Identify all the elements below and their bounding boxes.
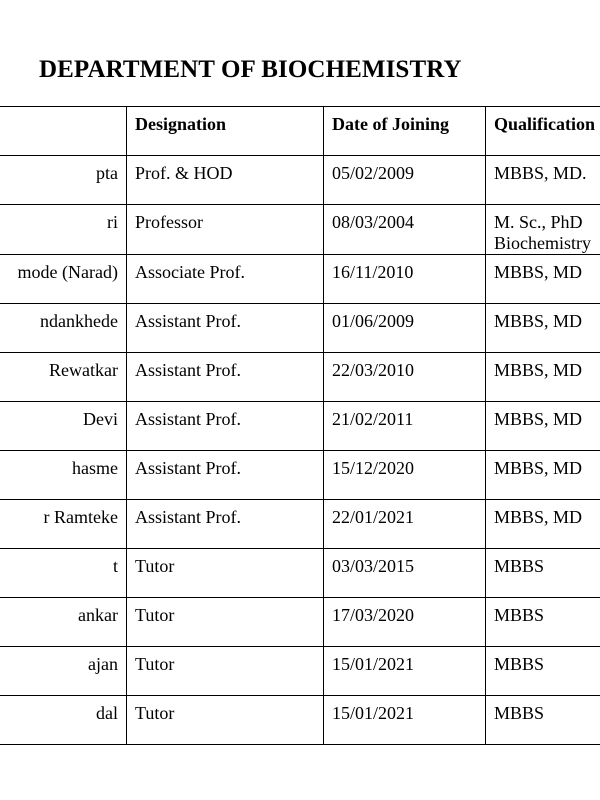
staff-table	[0, 106, 600, 745]
cell-designation: Assistant Prof.	[127, 451, 324, 500]
cell-designation: Assistant Prof.	[127, 500, 324, 549]
table-row	[0, 402, 600, 451]
table-row	[0, 500, 600, 549]
cell-qualification	[486, 304, 600, 353]
cell-qualification	[486, 500, 600, 549]
qualification-line: MBBS	[494, 654, 545, 674]
qualification-line: MBBS, MD	[494, 507, 583, 527]
cell-name: t	[0, 549, 127, 598]
qualification-line: MBBS	[494, 703, 545, 723]
qualification-line: MBBS, MD.	[494, 163, 587, 183]
cell-qualification	[486, 402, 600, 451]
cell-designation: Tutor	[127, 598, 324, 647]
qualification-line: MBBS	[494, 605, 545, 625]
header-qualification: Qualification	[486, 107, 600, 156]
qualification-line: M. Sc., PhD	[494, 212, 583, 232]
table-row	[0, 353, 600, 402]
cell-name: r Ramteke	[0, 500, 127, 549]
cell-qualification	[486, 696, 600, 745]
header-name	[0, 107, 127, 156]
cell-designation: Tutor	[127, 549, 324, 598]
cell-date-of-joining: 15/01/2021	[324, 696, 486, 745]
qualification-line: MBBS	[494, 556, 545, 576]
cell-qualification	[486, 205, 600, 255]
table-row	[0, 451, 600, 500]
cell-designation: Tutor	[127, 647, 324, 696]
table-row	[0, 647, 600, 696]
cell-date-of-joining: 03/03/2015	[324, 549, 486, 598]
qualification-line: MBBS, MD	[494, 311, 583, 331]
table-row	[0, 598, 600, 647]
table-row	[0, 304, 600, 353]
cell-designation: Assistant Prof.	[127, 402, 324, 451]
qualification-line: MBBS, MD	[494, 360, 583, 380]
table-header-row	[0, 107, 600, 156]
cell-qualification	[486, 647, 600, 696]
cell-date-of-joining: 17/03/2020	[324, 598, 486, 647]
cell-name: ndankhede	[0, 304, 127, 353]
page-title: DEPARTMENT OF BIOCHEMISTRY	[39, 56, 462, 83]
header-designation: Designation	[127, 107, 324, 156]
cell-date-of-joining: 22/01/2021	[324, 500, 486, 549]
cell-qualification	[486, 156, 600, 205]
cell-name: Devi	[0, 402, 127, 451]
cell-name: Rewatkar	[0, 353, 127, 402]
cell-date-of-joining: 21/02/2011	[324, 402, 486, 451]
staff-table-container	[0, 106, 600, 745]
cell-name: ajan	[0, 647, 127, 696]
table-row	[0, 696, 600, 745]
header-date-of-joining: Date of Joining	[324, 107, 486, 156]
cell-date-of-joining: 08/03/2004	[324, 205, 486, 255]
cell-designation: Tutor	[127, 696, 324, 745]
cell-name: mode (Narad)	[0, 255, 127, 304]
cell-designation: Assistant Prof.	[127, 353, 324, 402]
cell-name: dal	[0, 696, 127, 745]
cell-date-of-joining: 15/01/2021	[324, 647, 486, 696]
staff-table-body	[0, 156, 600, 745]
cell-name: hasme	[0, 451, 127, 500]
cell-qualification	[486, 451, 600, 500]
cell-designation: Associate Prof.	[127, 255, 324, 304]
cell-designation: Prof. & HOD	[127, 156, 324, 205]
table-row	[0, 156, 600, 205]
table-row	[0, 549, 600, 598]
qualification-line: MBBS, MD	[494, 409, 583, 429]
cell-date-of-joining: 01/06/2009	[324, 304, 486, 353]
cell-date-of-joining: 15/12/2020	[324, 451, 486, 500]
qualification-line: MBBS, MD	[494, 262, 583, 282]
cell-qualification	[486, 598, 600, 647]
qualification-line: Biochemistry	[494, 233, 591, 253]
cell-date-of-joining: 22/03/2010	[324, 353, 486, 402]
table-row	[0, 205, 600, 255]
cell-designation: Assistant Prof.	[127, 304, 324, 353]
cell-qualification	[486, 549, 600, 598]
cell-designation: Professor	[127, 205, 324, 255]
qualification-line: MBBS, MD	[494, 458, 583, 478]
cell-name: ri	[0, 205, 127, 255]
cell-date-of-joining: 05/02/2009	[324, 156, 486, 205]
cell-name: pta	[0, 156, 127, 205]
table-row	[0, 255, 600, 304]
cell-qualification	[486, 255, 600, 304]
cell-date-of-joining: 16/11/2010	[324, 255, 486, 304]
cell-name: ankar	[0, 598, 127, 647]
cell-qualification	[486, 353, 600, 402]
